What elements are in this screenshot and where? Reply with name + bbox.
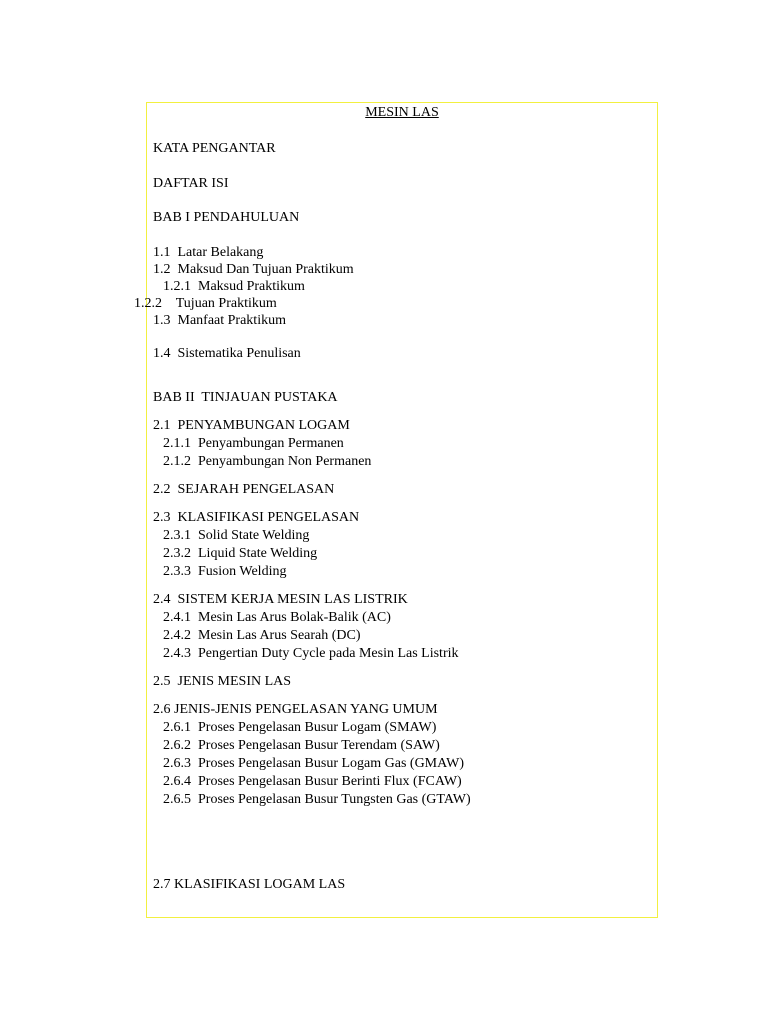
toc-entry: 1.2.1 Maksud Praktikum	[163, 279, 305, 294]
toc-entry: 1.2 Maksud Dan Tujuan Praktikum	[153, 262, 354, 277]
toc-entry: 2.1 PENYAMBUNGAN LOGAM	[153, 418, 350, 433]
toc-entry: 2.4 SISTEM KERJA MESIN LAS LISTRIK	[153, 592, 408, 607]
toc-entry: 2.4.2 Mesin Las Arus Searah (DC)	[163, 628, 361, 643]
toc-entry: 2.7 KLASIFIKASI LOGAM LAS	[153, 877, 346, 892]
toc-entry: BAB I PENDAHULUAN	[153, 210, 300, 225]
toc-entry: 2.6.4 Proses Pengelasan Busur Berinti Flux (FCAW)	[163, 774, 462, 789]
toc-entry: 2.6.2 Proses Pengelasan Busur Terendam (SAW)	[163, 738, 440, 753]
toc-entry: 1.4 Sistematika Penulisan	[153, 346, 301, 361]
toc-entry: 1.1 Latar Belakang	[153, 245, 264, 260]
toc-entry: 2.1.1 Penyambungan Permanen	[163, 436, 344, 451]
toc-entry: 2.1.2 Penyambungan Non Permanen	[163, 454, 372, 469]
toc-entry: 2.6.1 Proses Pengelasan Busur Logam (SMAW)	[163, 720, 437, 735]
toc-entry: 1.3 Manfaat Praktikum	[153, 313, 286, 328]
toc-entry: BAB II TINJAUAN PUSTAKA	[153, 390, 338, 405]
toc-entry: 2.6 JENIS-JENIS PENGELASAN YANG UMUM	[153, 702, 438, 717]
toc-entry: 2.3.2 Liquid State Welding	[163, 546, 318, 561]
toc-entry: 2.6.5 Proses Pengelasan Busur Tungsten Gas (GTAW)	[163, 792, 471, 807]
toc-entry: 1.2.2 Tujuan Praktikum	[134, 296, 277, 311]
toc-entry: 2.3.3 Fusion Welding	[163, 564, 287, 579]
toc-entry: DAFTAR ISI	[153, 176, 229, 191]
toc-entry: 2.2 SEJARAH PENGELASAN	[153, 482, 335, 497]
toc-entry: 2.3 KLASIFIKASI PENGELASAN	[153, 510, 360, 525]
toc-entry: 2.4.1 Mesin Las Arus Bolak-Balik (AC)	[163, 610, 391, 625]
toc-entry: 2.4.3 Pengertian Duty Cycle pada Mesin Las Listrik	[163, 646, 459, 661]
toc-entry: 2.6.3 Proses Pengelasan Busur Logam Gas (GMAW)	[163, 756, 464, 771]
toc-entry: KATA PENGANTAR	[153, 141, 276, 156]
toc-entry: 2.5 JENIS MESIN LAS	[153, 674, 292, 689]
document-title: MESIN LAS	[365, 105, 439, 120]
toc-entry: 2.3.1 Solid State Welding	[163, 528, 310, 543]
